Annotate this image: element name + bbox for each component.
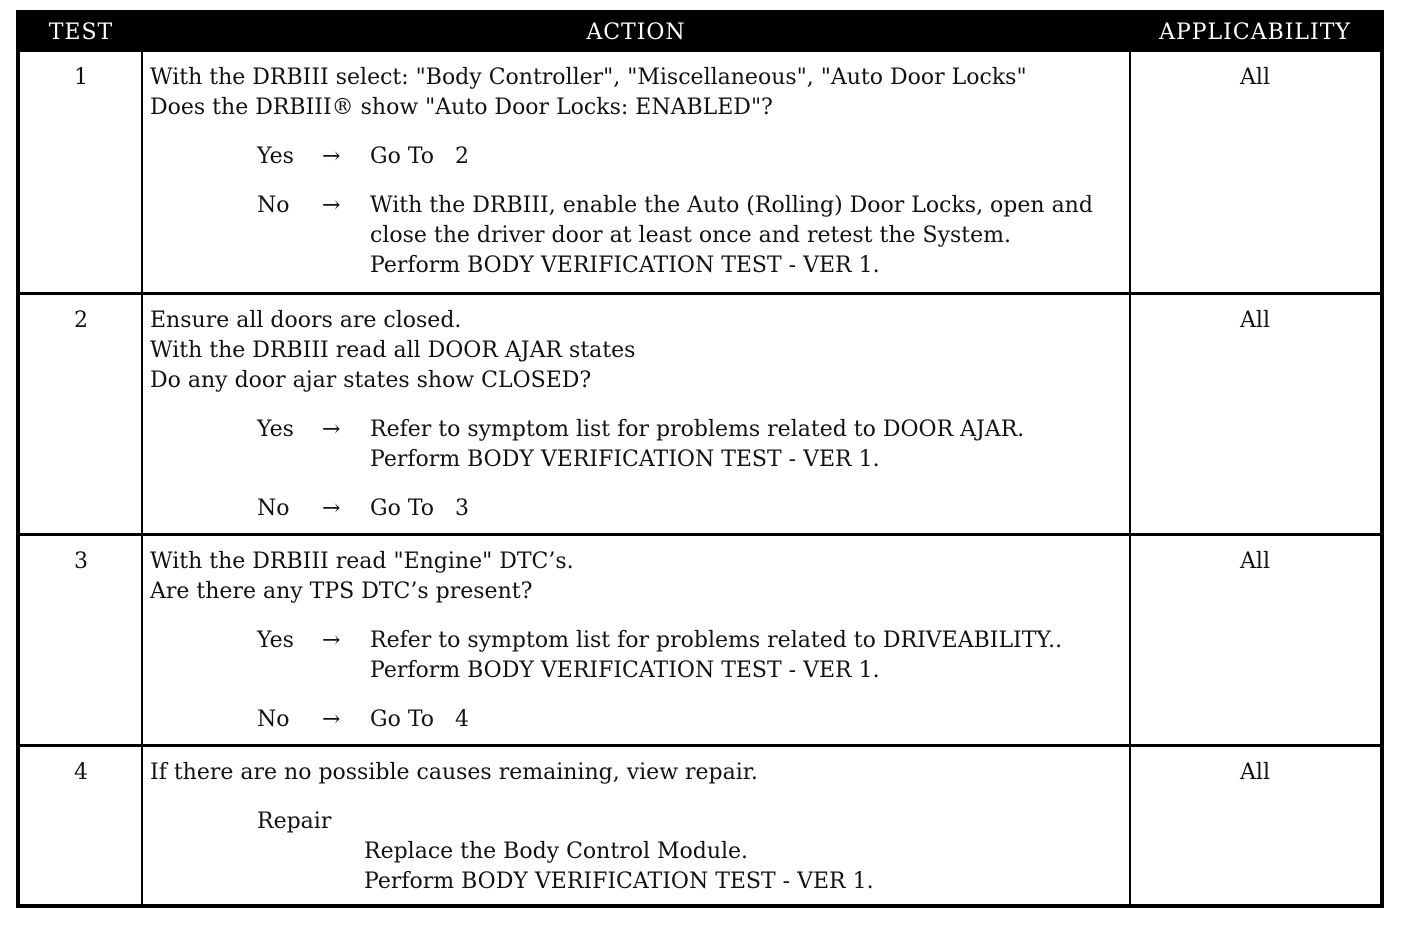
no-result: With the DRBIII, enable the Auto (Rolling) Door Locks, open and bbox=[370, 193, 1093, 218]
question-line: Are there any TPS DTC’s present? bbox=[150, 579, 533, 604]
action-cell bbox=[150, 306, 1125, 524]
no-answer bbox=[150, 705, 1125, 735]
yes-answer bbox=[150, 626, 1125, 656]
header-test: TEST bbox=[48, 20, 114, 45]
repair-label: Repair bbox=[257, 809, 332, 834]
arrow-icon: → bbox=[322, 628, 341, 653]
test-procedure-table bbox=[16, 10, 1384, 908]
table-row-test-3 bbox=[20, 533, 1380, 744]
table-row-test-1 bbox=[20, 52, 1380, 292]
yes-label: Yes bbox=[257, 144, 294, 169]
test-number: 1 bbox=[74, 65, 88, 90]
action-cell bbox=[150, 547, 1125, 735]
header-action: ACTION bbox=[586, 20, 686, 45]
yes-result: Refer to symptom list for problems related to DRIVEABILITY.. bbox=[370, 628, 1063, 653]
question-line: With the DRBIII read "Engine" DTC’s. bbox=[150, 549, 574, 574]
applicability-value: All bbox=[1240, 308, 1270, 333]
question-line: Do any door ajar states show CLOSED? bbox=[150, 368, 592, 393]
no-answer bbox=[150, 494, 1125, 524]
table-row-test-2 bbox=[20, 292, 1380, 533]
no-result: Go To 4 bbox=[370, 707, 469, 732]
no-result: close the driver door at least once and retest the System. bbox=[370, 223, 1012, 248]
repair-text: Replace the Body Control Module. bbox=[364, 839, 749, 864]
question-line: Does the DRBIII® show "Auto Door Locks: ENABLED"? bbox=[150, 95, 773, 120]
applicability-value: All bbox=[1240, 760, 1270, 785]
no-answer bbox=[150, 191, 1125, 221]
action-cell bbox=[150, 758, 1125, 897]
applicability-value: All bbox=[1240, 549, 1270, 574]
arrow-icon: → bbox=[322, 417, 341, 442]
table-row-test-4 bbox=[20, 744, 1380, 904]
question-line: With the DRBIII read all DOOR AJAR states bbox=[150, 338, 636, 363]
arrow-icon: → bbox=[322, 144, 341, 169]
applicability-value: All bbox=[1240, 65, 1270, 90]
table-header bbox=[20, 14, 1380, 52]
question-line: If there are no possible causes remaining, view repair. bbox=[150, 760, 758, 785]
yes-result: Perform BODY VERIFICATION TEST - VER 1. bbox=[370, 658, 880, 683]
header-applicability: APPLICABILITY bbox=[1159, 20, 1351, 45]
yes-answer bbox=[150, 415, 1125, 445]
question-line: With the DRBIII select: "Body Controller", "Miscellaneous", "Auto Door Locks" bbox=[150, 65, 1027, 90]
arrow-icon: → bbox=[322, 707, 341, 732]
test-number: 3 bbox=[74, 549, 88, 574]
no-result: Perform BODY VERIFICATION TEST - VER 1. bbox=[370, 253, 880, 278]
yes-label: Yes bbox=[257, 417, 294, 442]
no-label: No bbox=[257, 707, 290, 732]
yes-result: Refer to symptom list for problems related to DOOR AJAR. bbox=[370, 417, 1025, 442]
question-line: Ensure all doors are closed. bbox=[150, 308, 462, 333]
yes-answer bbox=[150, 142, 1125, 172]
yes-label: Yes bbox=[257, 628, 294, 653]
no-result: Go To 3 bbox=[370, 496, 469, 521]
test-number: 4 bbox=[74, 760, 88, 785]
yes-result: Go To 2 bbox=[370, 144, 469, 169]
no-label: No bbox=[257, 193, 290, 218]
arrow-icon: → bbox=[322, 193, 341, 218]
arrow-icon: → bbox=[322, 496, 341, 521]
test-number: 2 bbox=[74, 308, 88, 333]
no-label: No bbox=[257, 496, 290, 521]
yes-result: Perform BODY VERIFICATION TEST - VER 1. bbox=[370, 447, 880, 472]
repair-text: Perform BODY VERIFICATION TEST - VER 1. bbox=[364, 869, 874, 894]
action-cell bbox=[150, 63, 1125, 281]
